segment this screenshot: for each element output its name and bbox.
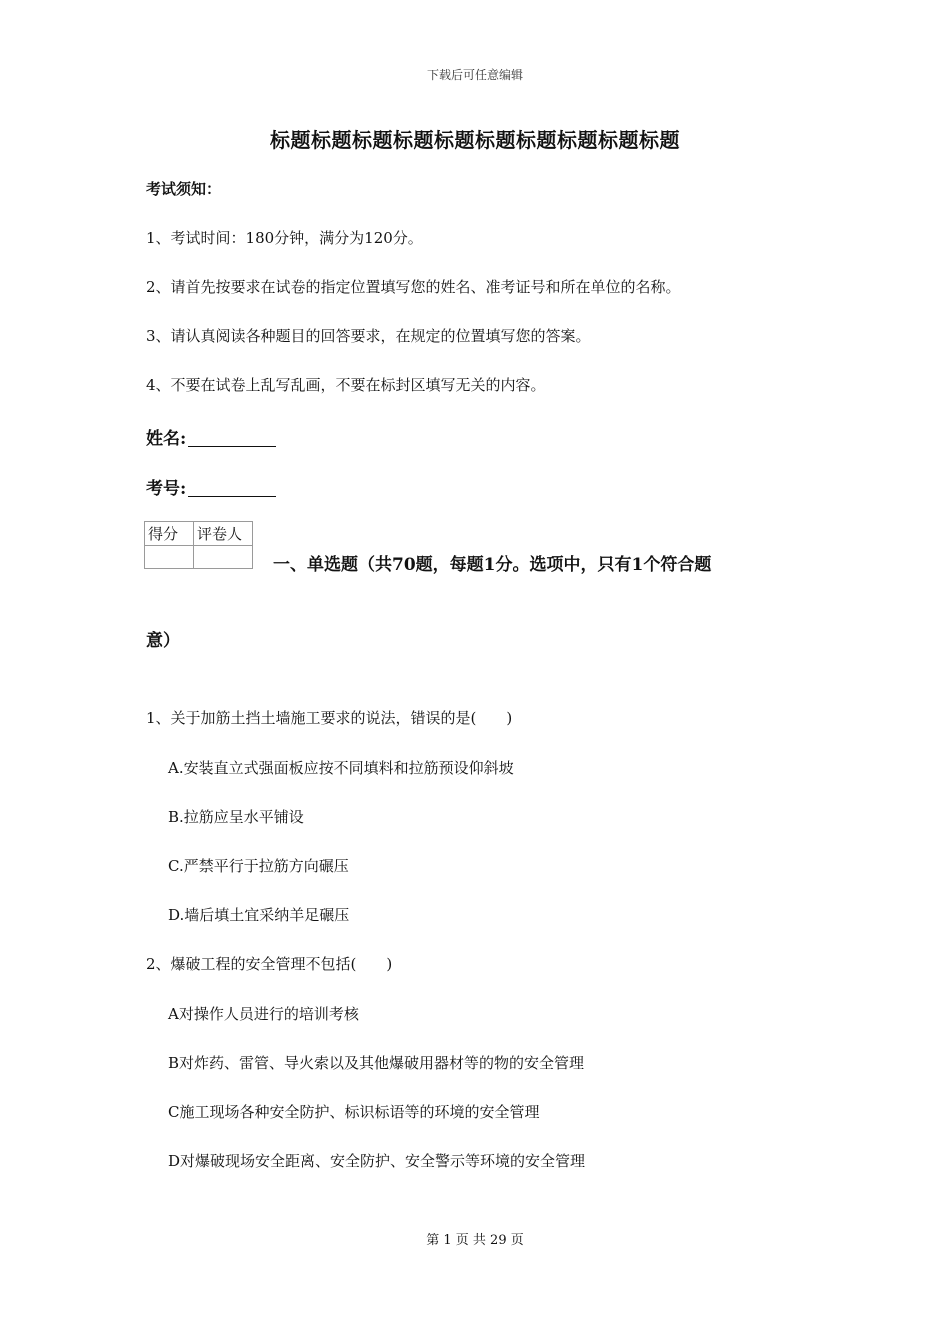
question-option: C.严禁平行于拉筋方向碾压 — [168, 857, 349, 875]
exam-id-field — [146, 474, 276, 499]
question-text: 1、关于加筋土挡土墙施工要求的说法，错误的是( ) — [146, 709, 513, 727]
notice-rule: 2、请首先按要求在试卷的指定位置填写您的姓名、准考证号和所在单位的名称。 — [146, 278, 681, 296]
question-option: C施工现场各种安全防护、标识标语等的环境的安全管理 — [168, 1103, 540, 1121]
grader-header: 评卷人 — [194, 522, 253, 546]
question-option: D.墙后填土宜采纳羊足碾压 — [168, 906, 350, 924]
exam-id-label: 考号: — [146, 479, 187, 499]
notice-rule: 3、请认真阅读各种题目的回答要求，在规定的位置填写您的答案。 — [146, 327, 591, 345]
question-option: D对爆破现场安全距离、安全防护、安全警示等环境的安全管理 — [168, 1152, 586, 1170]
notice-heading: 考试须知： — [146, 180, 222, 198]
score-table — [144, 521, 253, 569]
name-label: 姓名: — [146, 429, 187, 449]
name-blank-line[interactable] — [188, 445, 276, 447]
question-option: B对炸药、雷管、导火索以及其他爆破用器材等的物的安全管理 — [168, 1054, 585, 1072]
notice-rule: 4、不要在试卷上乱写乱画，不要在标封区填写无关的内容。 — [146, 376, 546, 394]
notice-rule: 1、考试时间：180分钟，满分为120分。 — [146, 229, 423, 247]
grader-cell[interactable] — [194, 546, 253, 569]
score-header: 得分 — [145, 522, 194, 546]
question-text: 2、爆破工程的安全管理不包括( ) — [146, 955, 393, 973]
section-title: 一、单选题（共70题，每题1分。选项中，只有1个符合题 — [273, 555, 712, 575]
document-title: 标题标题标题标题标题标题标题标题标题标题 — [270, 128, 680, 152]
name-field — [146, 424, 276, 449]
header-note: 下载后可任意编辑 — [426, 68, 523, 82]
score-cell[interactable] — [145, 546, 194, 569]
question-option: A对操作人员进行的培训考核 — [168, 1005, 359, 1023]
score-table-header-row — [145, 522, 253, 546]
score-table-blank-row — [145, 546, 253, 569]
exam-id-blank-line[interactable] — [188, 495, 276, 497]
question-option: B.拉筋应呈水平铺设 — [168, 808, 304, 826]
section-title-continued: 意） — [146, 631, 180, 651]
page-footer: 第 1 页 共 29 页 — [426, 1233, 524, 1248]
question-option: A.安装直立式强面板应按不同填料和拉筋预设仰斜坡 — [168, 759, 514, 777]
